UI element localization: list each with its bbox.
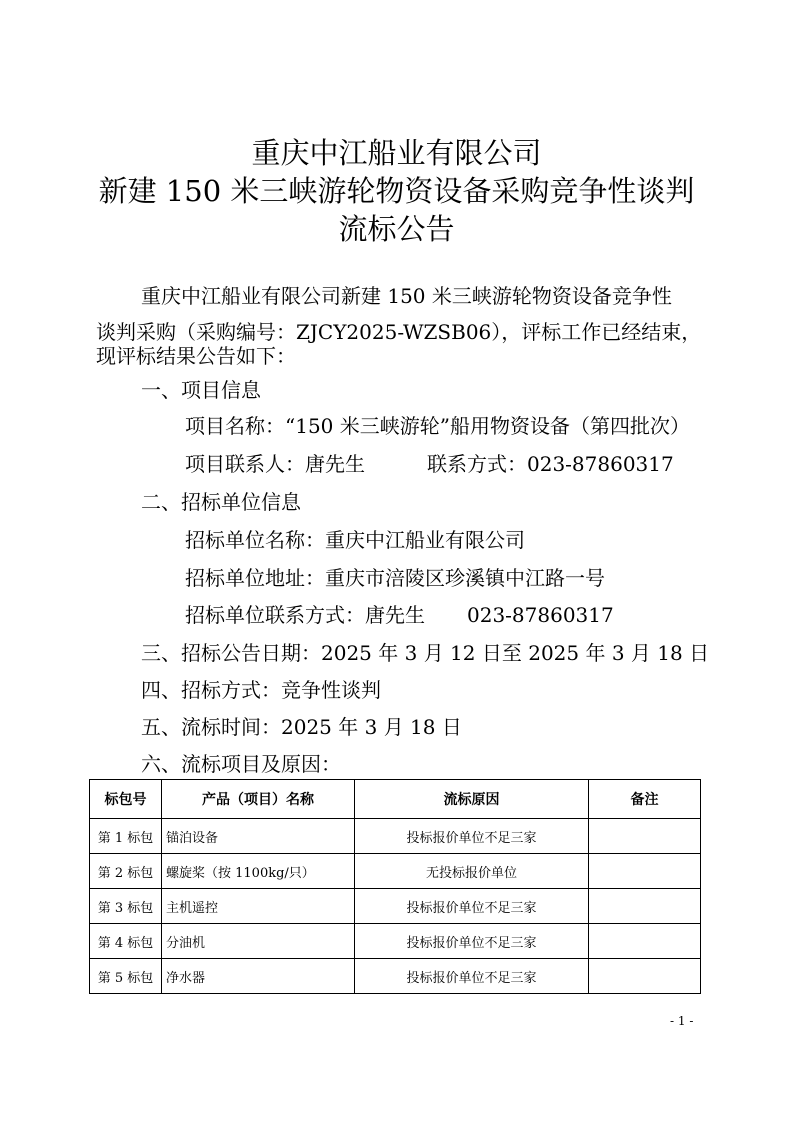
section6: 六、流标项目及原因：: [141, 752, 341, 776]
cell-lot-number: 第 2 标包: [90, 854, 162, 889]
header-lot-number: 标包号: [90, 780, 162, 819]
title-line-1: 重庆中江船业有限公司: [251, 136, 542, 170]
unit-contact-phone: 023-87860317: [467, 603, 614, 627]
header-product-name: 产品（项目）名称: [162, 780, 355, 819]
cell-product-name: 净水器: [162, 959, 355, 994]
project-name: 项目名称：“150 米三峡游轮”船用物资设备（第四批次）: [185, 414, 690, 438]
cell-remarks: [589, 924, 701, 959]
cell-failure-reason: 投标报价单位不足三家: [355, 889, 589, 924]
cell-remarks: [589, 889, 701, 924]
page-number: - 1 -: [670, 1014, 694, 1028]
cell-lot-number: 第 3 标包: [90, 889, 162, 924]
table-row: [90, 819, 701, 854]
project-contact-person: 项目联系人：唐先生: [185, 452, 365, 476]
unit-address: 招标单位地址：重庆市涪陵区珍溪镇中江路一号: [185, 566, 605, 590]
cell-product-name: 主机遥控: [162, 889, 355, 924]
cell-failure-reason: 投标报价单位不足三家: [355, 959, 589, 994]
unit-name: 招标单位名称：重庆中江船业有限公司: [185, 528, 525, 552]
cell-failure-reason: 无投标报价单位: [355, 854, 589, 889]
intro-line-3: 现评标结果公告如下：: [96, 344, 296, 368]
table-row: [90, 889, 701, 924]
intro-line-1: 重庆中江船业有限公司新建 150 米三峡游轮物资设备竞争性: [141, 284, 672, 308]
section2-heading: 二、招标单位信息: [141, 490, 301, 514]
header-remarks: 备注: [589, 780, 701, 819]
project-contact-method: 联系方式：023-87860317: [427, 452, 674, 476]
intro-line-2: 谈判采购（采购编号：ZJCY2025-WZSB06），评标工作已经结束，: [96, 320, 702, 344]
title-line-2: 新建 150 米三峡游轮物资设备采购竞争性谈判: [98, 174, 695, 208]
cell-lot-number: 第 4 标包: [90, 924, 162, 959]
cell-lot-number: 第 1 标包: [90, 819, 162, 854]
cell-lot-number: 第 5 标包: [90, 959, 162, 994]
cell-failure-reason: 投标报价单位不足三家: [355, 819, 589, 854]
section1-heading: 一、项目信息: [141, 378, 261, 402]
unit-contact-label: 招标单位联系方式：唐先生: [185, 603, 425, 627]
section5: 五、流标时间：2025 年 3 月 18 日: [141, 715, 462, 739]
section4: 四、招标方式：竞争性谈判: [141, 678, 381, 702]
cell-remarks: [589, 819, 701, 854]
cell-remarks: [589, 854, 701, 889]
section3: 三、招标公告日期：2025 年 3 月 12 日至 2025 年 3 月 18 日: [141, 641, 710, 665]
cell-product-name: 锚泊设备: [162, 819, 355, 854]
cell-failure-reason: 投标报价单位不足三家: [355, 924, 589, 959]
header-failure-reason: 流标原因: [355, 780, 589, 819]
table-header-row: [90, 780, 701, 819]
table-row: [90, 924, 701, 959]
table-row: [90, 959, 701, 994]
cell-product-name: 分油机: [162, 924, 355, 959]
title-line-3: 流标公告: [338, 212, 455, 246]
cell-product-name: 螺旋桨（按 1100kg/只）: [162, 854, 355, 889]
table-row: [90, 854, 701, 889]
cell-remarks: [589, 959, 701, 994]
failed-bid-table: [89, 779, 701, 994]
